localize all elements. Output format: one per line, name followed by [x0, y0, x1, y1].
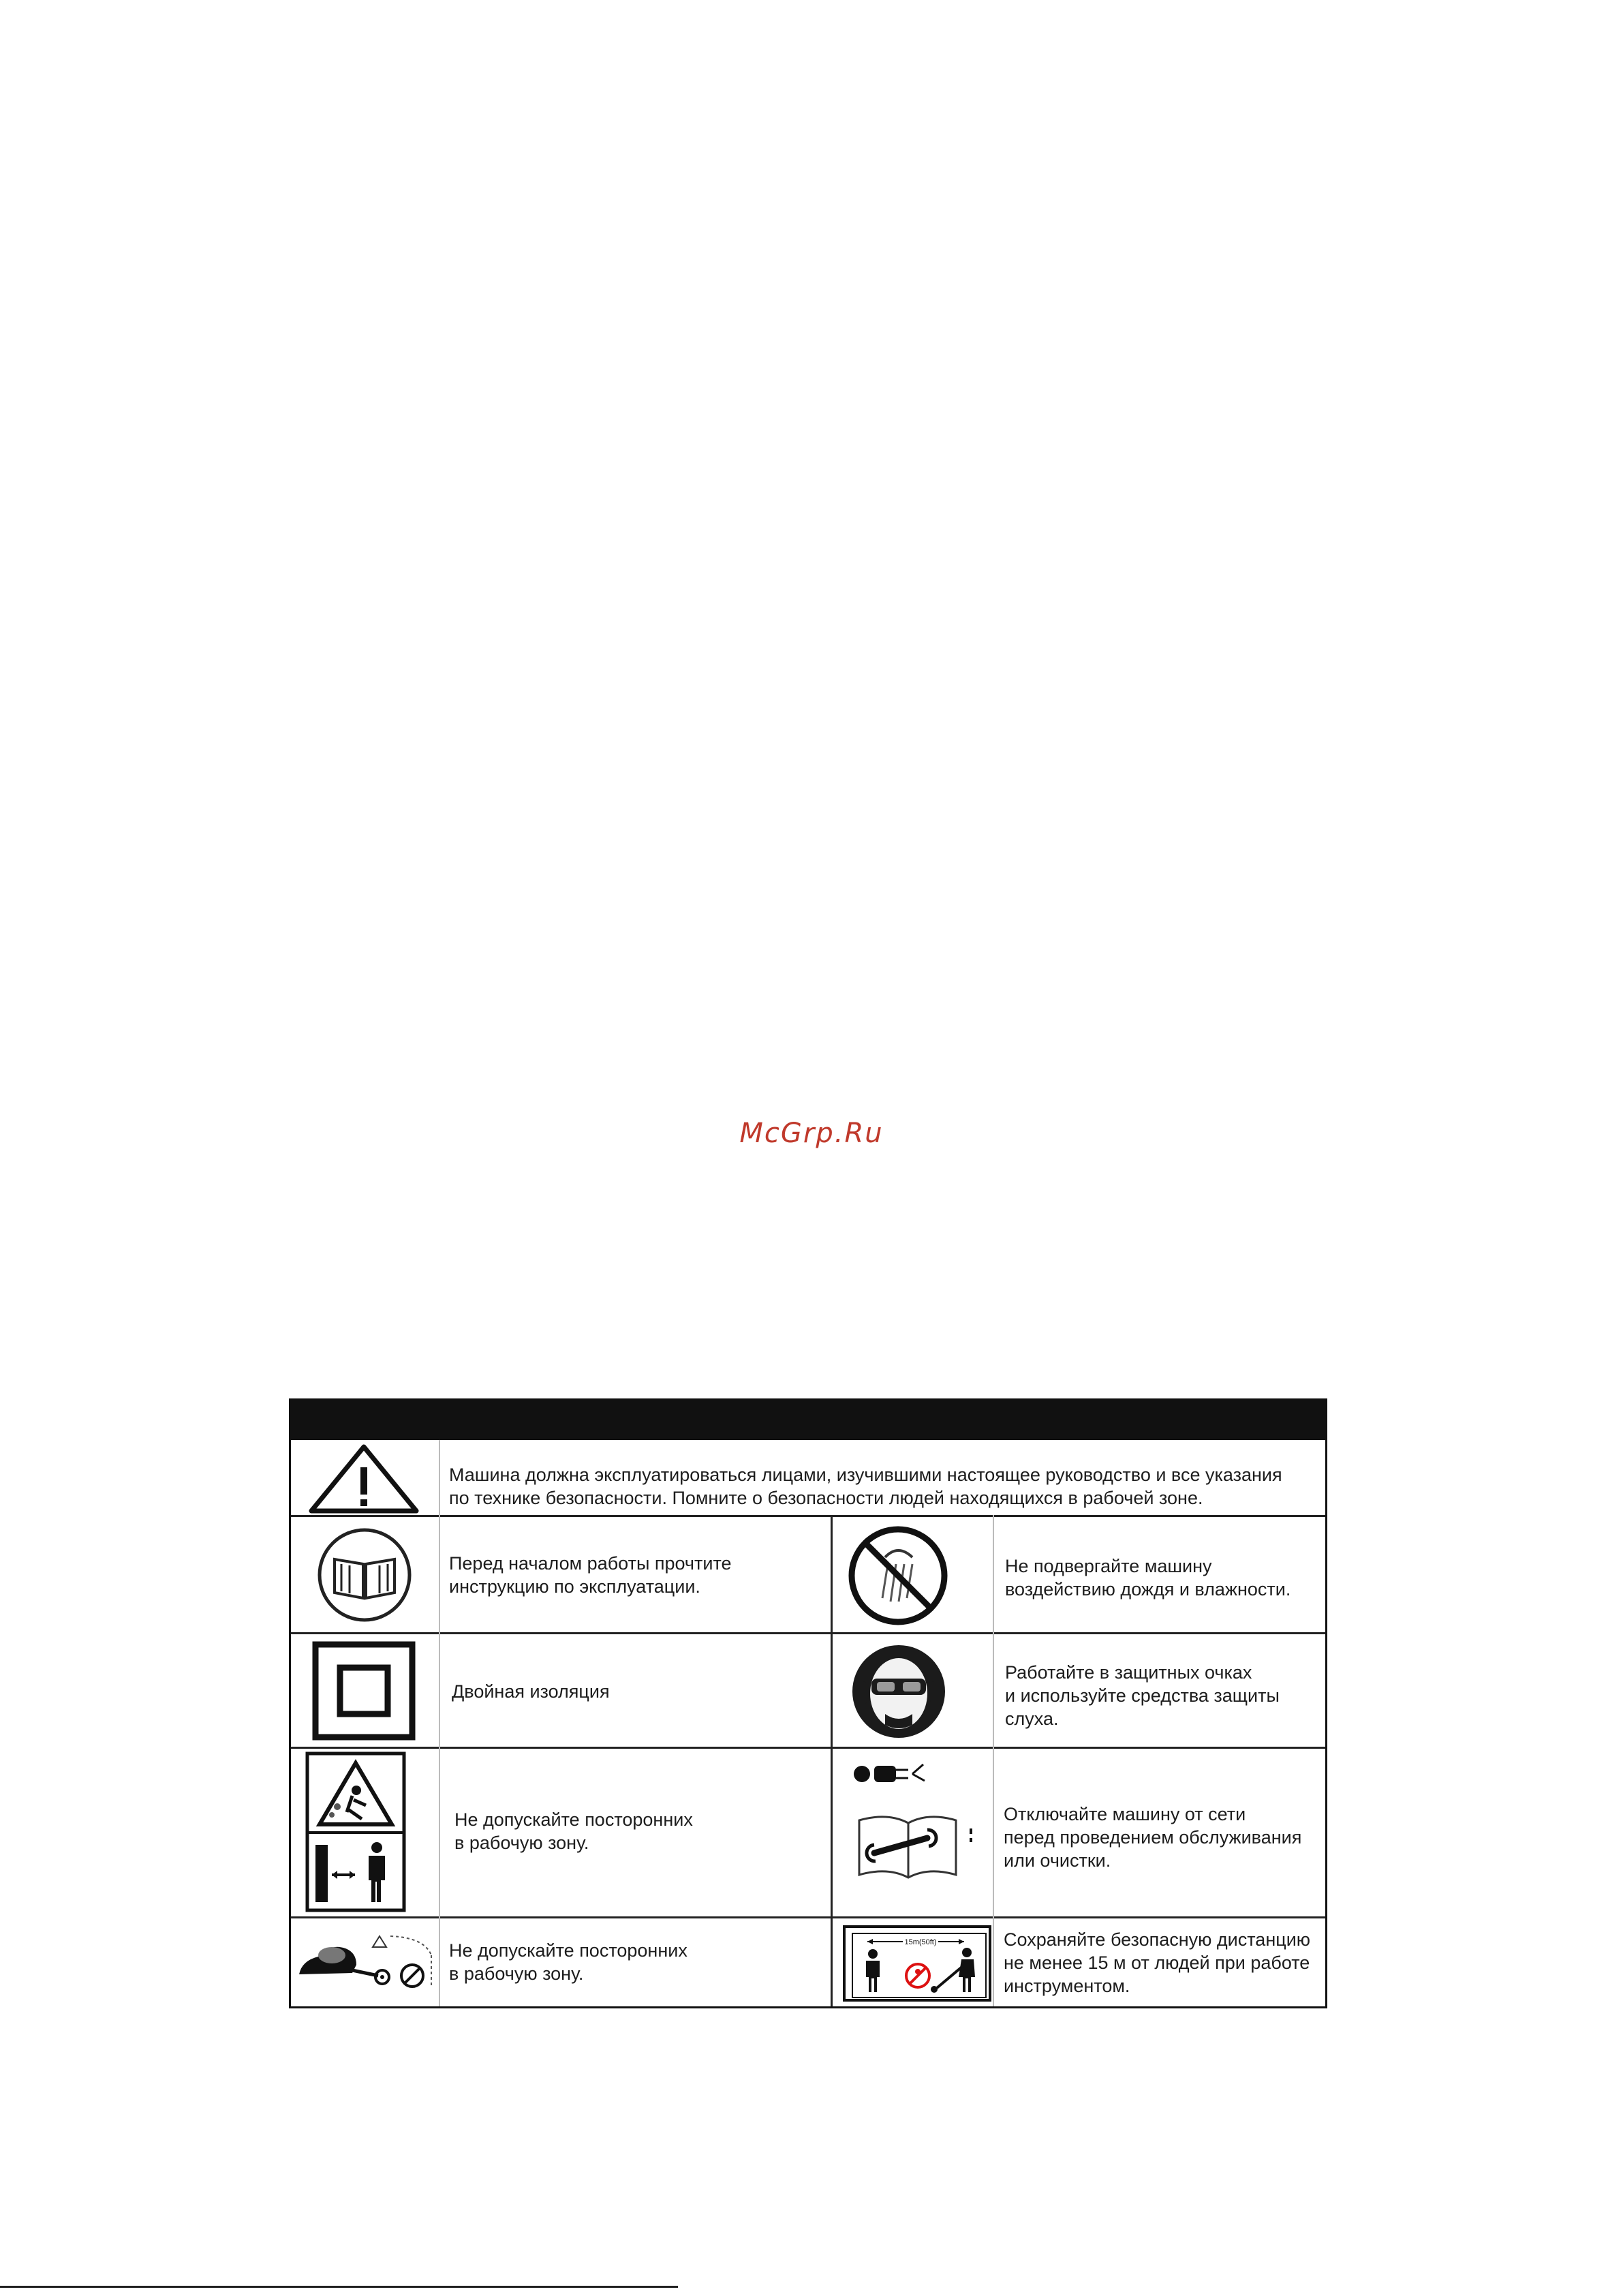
- distance-label: 15m(50ft): [904, 1938, 937, 1946]
- table-header-bar: [291, 1400, 1325, 1440]
- row-divider: [291, 1632, 1325, 1634]
- page-footer-rule: [0, 2286, 678, 2288]
- unplug-text: Отключайте машину от сети перед проведением обслуживания или очистки.: [1004, 1804, 1302, 1871]
- safety-symbols-table: [289, 1398, 1327, 2008]
- trimmer-hazard-text: Не допускайте посторонних в рабочую зону.: [449, 1940, 687, 1984]
- double-insulation-text: Двойная изоляция: [452, 1681, 610, 1702]
- general-safety-text: Машина должна эксплуатироваться лицами, изучившими настоящее руководство и все указания по технике безопасности. Помните о безопасности людей находящихся в рабочей зоне.: [449, 1465, 1282, 1508]
- keep-bystanders-away-icon: [305, 1751, 407, 1913]
- watermark: McGrp.Ru: [739, 1118, 884, 1149]
- read-manual-icon: [310, 1522, 419, 1627]
- goggles-ear-protection-icon: [844, 1640, 953, 1743]
- protective-gear-text: Работайте в защитных очках и используйте средства защиты слуха.: [1005, 1662, 1280, 1729]
- column-divider: [831, 1515, 833, 2006]
- keep-bystanders-away-text: Не допускайте посторонних в рабочую зону.: [454, 1809, 693, 1853]
- warning-triangle-icon: [306, 1443, 422, 1514]
- read-manual-text: Перед началом работы прочтите инструкцию по эксплуатации.: [449, 1553, 732, 1597]
- no-rain-icon: [846, 1523, 951, 1629]
- row-divider: [291, 1747, 1325, 1749]
- column-divider: [439, 1440, 440, 2006]
- row-divider: [291, 1916, 1325, 1918]
- trimmer-hazard-icon: [295, 1923, 437, 1997]
- row-divider: [291, 1515, 1325, 1517]
- safe-distance-text: Сохраняйте безопасную дистанцию не менее 15 м от людей при работе инструментом.: [1004, 1929, 1311, 1996]
- unplug-before-maintenance-icon: [847, 1758, 983, 1908]
- double-insulation-icon: [305, 1640, 424, 1741]
- no-rain-text: Не подвергайте машину воздействию дождя и влажности.: [1005, 1556, 1291, 1599]
- safe-distance-icon: [841, 1923, 995, 2004]
